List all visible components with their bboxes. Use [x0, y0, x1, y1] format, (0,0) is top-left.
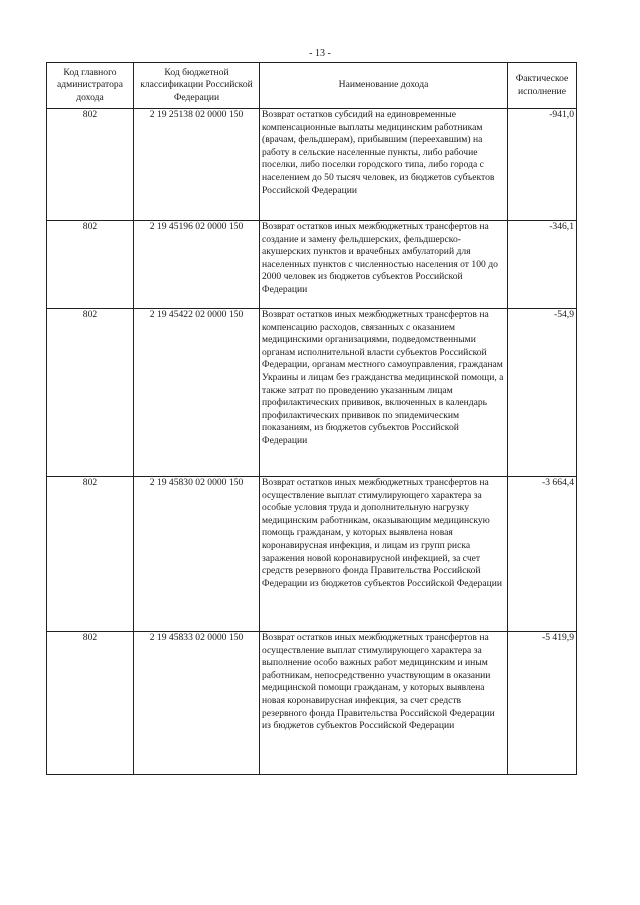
income-name-cell: Возврат остатков иных межбюджетных трансфертов на компенсацию расходов, связанных с оказанием медицинскими организациями, подведомственными органам исполнительной власти субъектов Российской Федерации, органам местного самоуправления, гражданам Украины и лицам без гражданства медицинской помощи, а также затрат по проведению указанным лицам профилактических прививок, включенных в календарь профилактических прививок по эпидемическим показаниям, из бюджетов субъектов Российской Федерации — [260, 309, 508, 477]
table-row — [47, 477, 577, 632]
income-name-cell: Возврат остатков иных межбюджетных трансфертов на создание и замену фельдшерских, фельдшерско-акушерских пунктов и врачебных амбулаторий для населенных пунктов с численностью населения от 100 до 2000 человек из бюджетов субъектов Российской Федерации — [260, 221, 508, 309]
page-number: - 13 - — [309, 48, 331, 59]
amount-cell: -3 664,4 — [508, 477, 577, 632]
budget-code-cell: 2 19 45196 02 0000 150 — [134, 221, 260, 309]
budget-code-cell: 2 19 45422 02 0000 150 — [134, 309, 260, 477]
amount-cell: -5 419,9 — [508, 632, 577, 775]
header-budget-code: Код бюджетной классификации Российской Федерации — [134, 63, 260, 109]
admin-code-cell: 802 — [47, 309, 134, 477]
admin-code-cell: 802 — [47, 477, 134, 632]
budget-code-cell: 2 19 45830 02 0000 150 — [134, 477, 260, 632]
amount-cell: -346,1 — [508, 221, 577, 309]
income-name-cell: Возврат остатков иных межбюджетных трансфертов на осуществление выплат стимулирующего характера за выполнение особо важных работ медицинским и иным работникам, непосредственно участвующим в оказании медицинской помощи гражданам, у которых выявлена новая коронавирусная инфекция, за счет средств резервного фонда Правительства Российской Федерации из бюджетов субъектов Российской Федерации — [260, 632, 508, 775]
income-name-cell: Возврат остатков иных межбюджетных трансфертов на осуществление выплат стимулирующего характера за особые условия труда и дополнительную нагрузку медицинским работникам, оказывающим медицинскую помощь гражданам, у которых выявлена новая коронавирусная инфекция, и лицам из групп риска заражения новой коронавирусной инфекцией, за счет средств резервного фонда Правительства Российской Федерации из бюджетов субъектов Российской Федерации — [260, 477, 508, 632]
table-row — [47, 109, 577, 221]
table-header-row — [47, 63, 577, 109]
header-admin-code: Код главного администратора дохода — [47, 63, 134, 109]
amount-cell: -941,0 — [508, 109, 577, 221]
table-row — [47, 221, 577, 309]
table-row — [47, 309, 577, 477]
table-row — [47, 632, 577, 775]
amount-cell: -54,9 — [508, 309, 577, 477]
budget-code-cell: 2 19 25138 02 0000 150 — [134, 109, 260, 221]
header-actual-amount: Фактическое исполнение — [508, 63, 577, 109]
header-income-name: Наименование дохода — [260, 63, 508, 109]
income-name-cell: Возврат остатков субсидий на единовременные компенсационные выплаты медицинским работникам (врачам, фельдшерам), прибывшим (переехавшим) на работу в сельские населенные пункты, либо рабочие поселки, либо поселки городского типа, либо города с населением до 50 тысяч человек, из бюджетов субъектов Российской Федерации — [260, 109, 508, 221]
admin-code-cell: 802 — [47, 632, 134, 775]
admin-code-cell: 802 — [47, 221, 134, 309]
admin-code-cell: 802 — [47, 109, 134, 221]
income-table — [46, 62, 577, 775]
budget-code-cell: 2 19 45833 02 0000 150 — [134, 632, 260, 775]
